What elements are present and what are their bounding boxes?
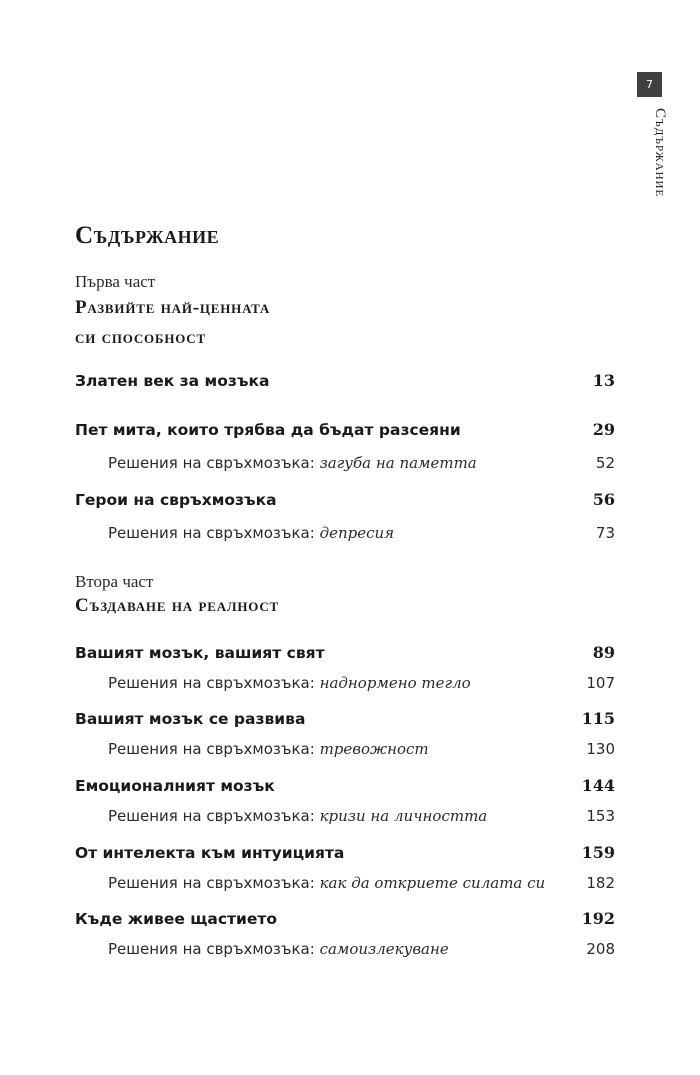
sub-entry-prefix: Решения на свръхмозъка: — [108, 807, 320, 825]
sub-entry-page-number: 52 — [595, 454, 615, 472]
chapter-page-number: 89 — [592, 643, 615, 662]
sub-entry-topic: депресия — [319, 524, 395, 542]
chapter-title: Къде живее щастието — [75, 910, 278, 928]
toc-chapter-entry[interactable] — [75, 709, 615, 728]
sub-entry-title — [108, 807, 487, 825]
toc-sub-entry[interactable] — [108, 454, 615, 472]
chapter-page-number: 115 — [581, 709, 615, 728]
toc-chapter-entry[interactable] — [75, 843, 615, 862]
chapter-page-number: 29 — [592, 420, 615, 439]
chapter-page-number: 144 — [581, 776, 615, 795]
part-1-title-line-1: Развийте най-ценната — [75, 297, 271, 318]
sub-entry-title — [108, 940, 449, 958]
chapter-title: Вашият мозък се развива — [75, 710, 306, 728]
chapter-page-number: 13 — [592, 371, 615, 390]
toc-sub-entry[interactable] — [108, 874, 615, 892]
sub-entry-topic: как да откриете силата си — [319, 874, 546, 892]
sub-entry-title — [108, 674, 471, 692]
sub-entry-prefix: Решения на свръхмозъка: — [108, 524, 320, 542]
toc-sub-entry[interactable] — [108, 940, 615, 958]
chapter-title: Златен век за мозъка — [75, 372, 270, 390]
toc-chapter-entry[interactable] — [75, 909, 615, 928]
part-1-title — [75, 293, 270, 353]
chapter-title: Герои на свръхмозъка — [75, 491, 277, 509]
toc-chapter-entry[interactable] — [75, 490, 615, 509]
sub-entry-page-number: 107 — [586, 674, 615, 692]
sub-entry-prefix: Решения на свръхмозъка: — [108, 740, 320, 758]
sub-entry-prefix: Решения на свръхмозъка: — [108, 874, 320, 892]
part-1-title-line-2: си способност — [75, 327, 206, 348]
sub-entry-title — [108, 524, 394, 542]
running-head: Съдържание — [652, 108, 668, 198]
toc-chapter-entry[interactable] — [75, 371, 615, 390]
part-2-title — [75, 591, 279, 621]
toc-sub-entry[interactable] — [108, 807, 615, 825]
toc-sub-entry[interactable] — [108, 740, 615, 758]
sub-entry-prefix: Решения на свръхмозъка: — [108, 674, 320, 692]
chapter-title: Пет мита, които трябва да бъдат разсеяни — [75, 421, 461, 439]
sub-entry-page-number: 208 — [586, 940, 615, 958]
sub-entry-topic: тревожност — [319, 740, 429, 758]
part-2-label: Втора част — [75, 572, 154, 591]
sub-entry-prefix: Решения на свръхмозъка: — [108, 940, 320, 958]
sub-entry-page-number: 153 — [586, 807, 615, 825]
sub-entry-title — [108, 454, 477, 472]
chapter-page-number: 192 — [581, 909, 615, 928]
toc-chapter-entry[interactable] — [75, 420, 615, 439]
sub-entry-title — [108, 740, 429, 758]
toc-sub-entry[interactable] — [108, 674, 615, 692]
sub-entry-page-number: 73 — [595, 524, 615, 542]
page-number: 7 — [637, 72, 662, 97]
chapter-title: От интелекта към интуицията — [75, 844, 345, 862]
part-2-title-line-1: Създаване на реалност — [75, 595, 280, 616]
sub-entry-topic: кризи на личността — [319, 807, 488, 825]
toc-sub-entry[interactable] — [108, 524, 615, 542]
chapter-title: Вашият мозък, вашият свят — [75, 644, 325, 662]
toc-chapter-entry[interactable] — [75, 643, 615, 662]
sub-entry-page-number: 130 — [586, 740, 615, 758]
part-1-label: Първа част — [75, 272, 156, 291]
toc-title: Съдържание — [75, 222, 220, 249]
sub-entry-topic: загуба на паметта — [319, 454, 477, 472]
chapter-page-number: 159 — [581, 843, 615, 862]
sub-entry-page-number: 182 — [586, 874, 615, 892]
toc-chapter-entry[interactable] — [75, 776, 615, 795]
sub-entry-topic: самоизлекуване — [319, 940, 449, 958]
sub-entry-prefix: Решения на свръхмозъка: — [108, 454, 320, 472]
chapter-page-number: 56 — [592, 490, 615, 509]
sub-entry-topic: наднормено тегло — [319, 674, 471, 692]
sub-entry-title — [108, 874, 545, 892]
chapter-title: Емоционалният мозък — [75, 777, 275, 795]
